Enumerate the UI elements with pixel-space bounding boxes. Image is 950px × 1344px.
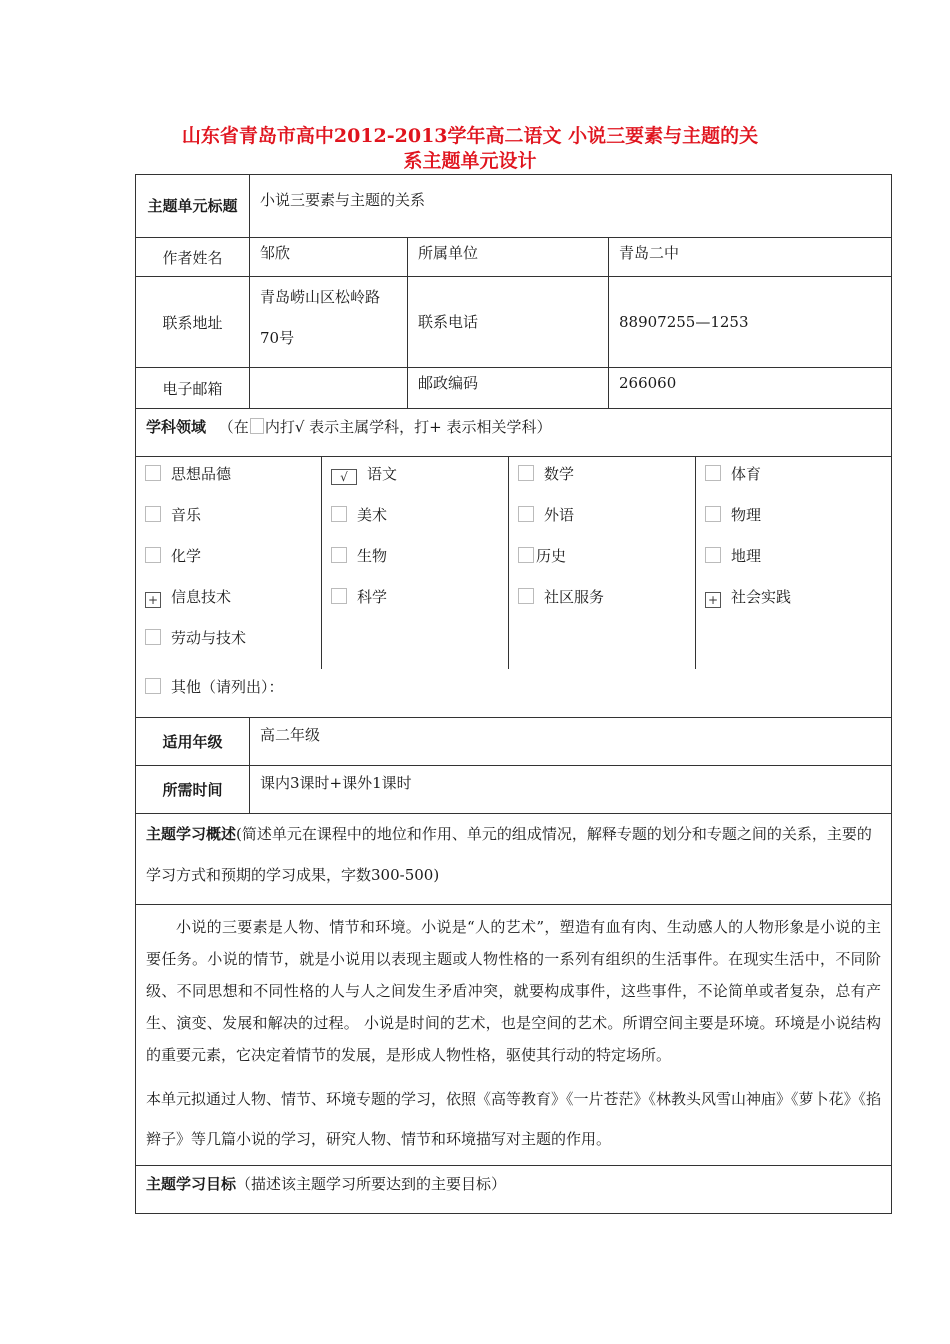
subject-item[interactable] — [518, 457, 695, 498]
subject-column-4 — [696, 457, 891, 669]
time-row — [136, 766, 892, 814]
checkbox-icon[interactable] — [705, 547, 721, 563]
zip-value: 266060 — [619, 374, 677, 392]
checkbox-plus-icon[interactable]: + — [145, 592, 161, 608]
subject-item[interactable] — [145, 539, 321, 580]
phone-label: 联系电话 — [418, 313, 479, 331]
subject-grid — [136, 457, 891, 669]
checkbox-icon[interactable] — [518, 588, 534, 604]
subject-name: 社会实践 — [731, 588, 792, 606]
grade-value: 高二年级 — [260, 726, 321, 744]
checkbox-icon[interactable] — [145, 465, 161, 481]
unit-design-form — [135, 174, 892, 1214]
checkbox-sample-icon — [250, 418, 264, 434]
subject-hint-b: 内打√ 表示主属学科，打+ 表示相关学科） — [264, 418, 552, 436]
email-label: 电子邮箱 — [136, 368, 250, 409]
address-label: 联系地址 — [136, 277, 250, 368]
checkbox-icon[interactable] — [145, 547, 161, 563]
org-value: 青岛二中 — [619, 244, 680, 262]
subject-column-1 — [136, 457, 322, 669]
goal-row — [136, 1166, 892, 1214]
checkbox-icon[interactable] — [518, 506, 534, 522]
subject-name: 化学 — [171, 547, 202, 565]
checkbox-check-icon[interactable]: √ — [331, 469, 357, 485]
zip-label: 邮政编码 — [418, 374, 479, 392]
subject-item[interactable] — [518, 580, 695, 621]
goal-hint: （描述该主题学习所要达到的主要目标） — [236, 1175, 507, 1193]
grade-row — [136, 718, 892, 766]
checkbox-plus-icon[interactable]: + — [705, 592, 721, 608]
subject-name: 地理 — [731, 547, 762, 565]
checkbox-icon[interactable] — [331, 547, 347, 563]
title-line-1: 山东省青岛市高中2012-2013学年高二语文 小说三要素与主题的关 — [181, 125, 759, 147]
subject-other[interactable] — [136, 669, 891, 717]
org-label: 所属单位 — [418, 244, 479, 262]
subject-hint-a: （在 — [218, 418, 249, 436]
subject-other-label: 其他（请列出）： — [171, 678, 284, 696]
grade-label: 适用年级 — [136, 718, 250, 766]
checkbox-icon[interactable] — [518, 547, 534, 563]
subject-name: 美术 — [357, 506, 388, 524]
checkbox-icon[interactable] — [331, 588, 347, 604]
subject-name: 外语 — [544, 506, 575, 524]
goal-label: 主题学习目标 — [146, 1175, 237, 1193]
subject-item[interactable] — [145, 621, 321, 662]
title-line-2: 系主题单元设计 — [403, 150, 537, 172]
subject-item[interactable] — [518, 539, 695, 580]
subject-name: 科学 — [357, 588, 388, 606]
overview-hint: (简述单元在课程中的地位和作用、单元的组成情况，解释专题的划分和专题之间的关系，主要的学习方式和预期的学习成果，字数300-500) — [146, 825, 872, 884]
checkbox-icon[interactable] — [145, 629, 161, 645]
subject-name: 思想品德 — [171, 465, 232, 483]
author-row — [136, 238, 892, 277]
checkbox-icon[interactable] — [518, 465, 534, 481]
address-value — [250, 277, 407, 367]
subject-name: 劳动与技术 — [171, 629, 247, 647]
checkbox-icon[interactable] — [705, 506, 721, 522]
checkbox-icon[interactable] — [145, 678, 161, 694]
unit-title-label: 主题单元标题 — [147, 196, 238, 215]
overview-paragraph-2: 本单元拟通过人物、情节、环境专题的学习，依照《高等教育》《一片苍茫》《林教头风雪山神庙》《萝卜花》《掐辫子》等几篇小说的学习，研究人物、情节和环境描写对主题的作用。 — [146, 1090, 882, 1148]
subject-item[interactable] — [705, 457, 891, 498]
author-label: 作者姓名 — [136, 238, 250, 277]
unit-title-row — [136, 175, 892, 238]
address-line-1: 青岛崂山区松岭路 — [260, 288, 381, 306]
subject-item[interactable] — [331, 580, 508, 621]
subject-name: 音乐 — [171, 506, 202, 524]
subject-item[interactable] — [705, 539, 891, 580]
email-row — [136, 368, 892, 409]
subject-name: 历史 — [536, 547, 567, 565]
author-value: 邹欣 — [260, 244, 291, 262]
subject-item[interactable] — [145, 457, 321, 498]
subject-name: 数学 — [544, 465, 575, 483]
overview-body-row — [136, 905, 892, 1166]
subject-item[interactable] — [705, 498, 891, 539]
document-title — [120, 124, 820, 174]
address-row — [136, 277, 892, 368]
subject-name: 社区服务 — [544, 588, 605, 606]
subject-item[interactable] — [331, 457, 508, 498]
subject-item[interactable] — [518, 498, 695, 539]
email-value — [250, 368, 407, 384]
subject-column-3 — [509, 457, 696, 669]
checkbox-icon[interactable] — [705, 465, 721, 481]
overview-paragraph-1: 小说的三要素是人物、情节和环境。小说是“人的艺术”，塑造有血有肉、生动感人的人物形象是小说的主要任务。小说的情节，就是小说用以表现主题或人物性格的一系列有组织的生活事件。在现实生活中，不同阶级、不同思想和不同性格的人与人之间发生矛盾冲突，就要构成事件，这些事件，不论简单或者复杂，总有产生、演变、发展和解决的过程。 小说是时间的艺术，也是空间的艺术。所谓空间主要是环境。环境是小说结构的重要元素，它决定着情节的发展，是形成人物性格，驱使其行动的特定场所。 — [146, 918, 882, 1064]
subject-column-2 — [322, 457, 509, 669]
time-label: 所需时间 — [136, 766, 250, 814]
subject-header-row — [136, 409, 892, 457]
unit-title-value: 小说三要素与主题的关系 — [260, 191, 426, 209]
time-value: 课内3课时+课外1课时 — [260, 774, 412, 792]
subject-name: 体育 — [731, 465, 762, 483]
subject-item[interactable] — [145, 580, 321, 621]
address-line-2: 70号 — [260, 329, 295, 347]
subject-name: 语文 — [367, 465, 398, 483]
subject-label: 学科领域 — [146, 418, 207, 436]
subject-name: 信息技术 — [171, 588, 232, 606]
subject-item[interactable] — [705, 580, 891, 621]
subject-item[interactable] — [145, 498, 321, 539]
subject-grid-row — [136, 457, 892, 718]
overview-header-row — [136, 814, 892, 905]
checkbox-icon[interactable] — [145, 506, 161, 522]
overview-label: 主题学习概述 — [146, 825, 237, 843]
subject-name: 生物 — [357, 547, 388, 565]
checkbox-icon[interactable] — [331, 506, 347, 522]
subject-item[interactable] — [331, 539, 508, 580]
subject-item[interactable] — [331, 498, 508, 539]
subject-name: 物理 — [731, 506, 762, 524]
phone-value: 88907255—1253 — [619, 313, 749, 331]
